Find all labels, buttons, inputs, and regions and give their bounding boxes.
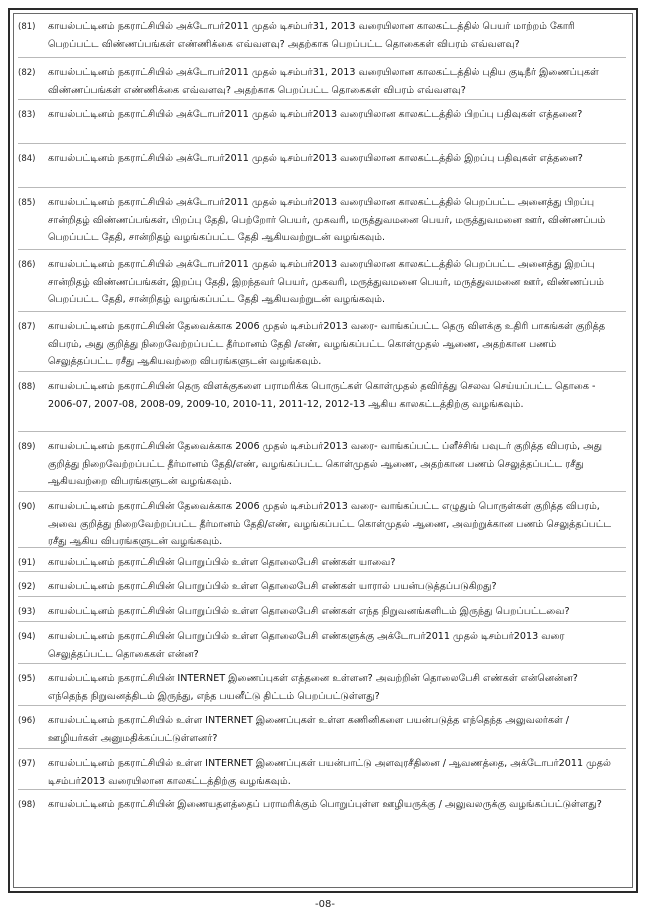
list-item xyxy=(18,572,626,597)
item-number: (82) xyxy=(18,68,36,78)
list-item xyxy=(18,144,626,188)
item-number: (94) xyxy=(18,632,36,642)
item-text: காயல்பட்டினம் நகராட்சியில் அக்டோபர்2011 முதல் டிசம்பர்31, 2013 வரையிலான காலகட்டத்தில் பெயர் மாற்றம் கோரி பெறப்பட்ட விண்ணப்பங்கள் எண்ணிக்கை எவ்வளவு? அதற்காக பெறப்பட்ட தொகைகள் விபரம் எவ்வளவு? xyxy=(48,21,575,50)
list-item xyxy=(18,12,626,58)
list-item xyxy=(18,790,626,833)
item-text: காயல்பட்டினம் நகராட்சியின் தேவைக்காக 2006 முதல் டிசம்பர்2013 வரை- வாங்கப்பட்ட தெரு விளக்கு உதிரி பாகங்கள் குறித்த விபரம், அது குறித்து நிறைவேற்றப்பட்ட தீர்மானம் தேதி /எண், வழங்கப்பட்ட கொள்முதல் ஆணை, அதற்கான பணம் செலுத்தப்பட்ட ரசீது ஆகியவற்றை விபரங்களுடன் வழங்கவும். xyxy=(48,321,606,367)
item-number: (85) xyxy=(18,198,36,208)
item-text: காயல்பட்டினம் நகராட்சியின் பொறுப்பில் உள்ள தொலைபேசி எண்களுக்கு அக்டோபர்2011 முதல் டிசம்பர்2013 வரை செலுத்தப்பட்ட தொகைகள் என்ன? xyxy=(48,631,565,660)
item-number: (88) xyxy=(18,382,36,392)
item-text: காயல்பட்டினம் நகராட்சியில் அக்டோபர்2011 முதல் டிசம்பர்2013 வரையிலான காலகட்டத்தில் இறப்பு பதிவுகள் எத்தனை? xyxy=(48,153,583,164)
list-item xyxy=(18,749,626,790)
list-item xyxy=(18,492,626,548)
list-item xyxy=(18,312,626,372)
question-list xyxy=(18,12,626,833)
list-item xyxy=(18,100,626,144)
item-text: காயல்பட்டினம் நகராட்சியின் தேவைக்காக 2006 முதல் டிசம்பர்2013 வரை- வாங்கப்பட்ட எழுதும் பொருள்கள் குறித்த விபரம், அவை குறித்து நிறைவேற்றப்பட்ட தீர்மானம் தேதி/எண், வழங்கப்பட்ட கொள்முதல் ஆணை, அவற்றுக்கான பணம் செலுத்தப்பட்ட ரசீது ஆகிய விபரங்களுடன் வழங்கவும். xyxy=(48,501,612,547)
item-text: காயல்பட்டினம் நகராட்சியில் அக்டோபர்2011 முதல் டிசம்பர்31, 2013 வரையிலான காலகட்டத்தில் புதிய குடிநீர் இணைப்புகள் விண்ணப்பங்கள் எண்ணிக்கை எவ்வளவு? அதற்காக பெறப்பட்ட தொகைகள் விபரம் எவ்வளவு? xyxy=(48,67,599,96)
item-text: காயல்பட்டினம் நகராட்சியில் உள்ள INTERNET இணைப்புகள் பயன்பாட்டு அளவுரசீதினை / ஆவணத்தை, அக்டோபர்2011 முதல் டிசம்பர்2013 வரையிலான காலகட்டத்திற்கு வழங்கவும். xyxy=(48,758,611,787)
item-text: காயல்பட்டினம் நகராட்சியின் INTERNET இணைப்புகள் எத்தனை உள்ளன? அவற்றின் தொலைபேசி எண்கள் என்னென்ன? எந்தெந்த நிறுவனத்திடம் இருந்து, எந்த பயனீட்டு திட்டம் பெறப்பட்டுள்ளது? xyxy=(48,673,578,702)
list-item xyxy=(18,664,626,706)
item-number: (89) xyxy=(18,442,36,452)
item-number: (98) xyxy=(18,800,36,810)
page-number: -08- xyxy=(315,899,335,910)
item-text: காயல்பட்டினம் நகராட்சியின் பொறுப்பில் உள்ள தொலைபேசி எண்கள் யாரால் பயன்படுத்தப்படுகிறது? xyxy=(48,581,497,592)
item-number: (92) xyxy=(18,582,36,592)
item-text: காயல்பட்டினம் நகராட்சியின் பொறுப்பில் உள்ள தொலைபேசி எண்கள் எந்த நிறுவனங்களிடம் இருந்து பெறப்பட்டவை? xyxy=(48,606,570,617)
item-number: (93) xyxy=(18,607,36,617)
item-number: (81) xyxy=(18,22,36,32)
item-number: (90) xyxy=(18,502,36,512)
item-number: (84) xyxy=(18,154,36,164)
item-text: காயல்பட்டினம் நகராட்சியின் இணையதளத்தைப் பராமரிக்கும் பொறுப்புள்ள ஊழியருக்கு / அலுவலருக்கு வழங்கப்பட்டுள்ளது? xyxy=(48,799,602,810)
item-text: காயல்பட்டினம் நகராட்சியில் உள்ள INTERNET இணைப்புகள் உள்ள கணினிகளை பயன்படுத்த எந்தெந்த அலுவலர்கள் / ஊழியர்கள் அனுமதிக்கப்பட்டுள்ளனர்? xyxy=(48,715,570,744)
item-number: (91) xyxy=(18,558,36,568)
item-number: (95) xyxy=(18,674,36,684)
item-text: காயல்பட்டினம் நகராட்சியில் அக்டோபர்2011 முதல் டிசம்பர்2013 வரையிலான காலகட்டத்தில் பிறப்பு பதிவுகள் எத்தனை? xyxy=(48,109,583,120)
item-number: (86) xyxy=(18,260,36,270)
item-text: காயல்பட்டினம் நகராட்சியில் அக்டோபர்2011 முதல் டிசம்பர்2013 வரையிலான காலகட்டத்தில் பெறப்பட்ட அனைத்து இறப்பு சான்றிதழ் விண்ணப்பங்கள், இறப்பு தேதி, இறந்தவர் பெயர், முகவரி, மருத்துவமனை பெயர், மருத்துவமனை ஊர், விண்ணப்பம் பெறப்பட்ட தேதி, சான்றிதழ் வழங்கப்பட்ட தேதி ஆகியவற்றுடன் வழங்கவும். xyxy=(48,259,604,305)
list-item xyxy=(18,432,626,492)
item-text: காயல்பட்டினம் நகராட்சியின் தெரு விளக்குகளை பராமரிக்க பொருட்கள் கொள்முதல் தவிர்த்து செலவ செய்யப்பட்ட தொகை - 2006-07, 2007-08, 2008-09, 2009-10, 2010-11, 2011-12, 2012-13 ஆகிய காலகட்டத்திற்கு வழங்கவும். xyxy=(48,381,596,410)
item-number: (83) xyxy=(18,110,36,120)
item-text: காயல்பட்டினம் நகராட்சியின் பொறுப்பில் உள்ள தொலைபேசி எண்கள் யாவை? xyxy=(48,557,396,568)
item-text: காயல்பட்டினம் நகராட்சியின் தேவைக்காக 2006 முதல் டிசம்பர்2013 வரை- வாங்கப்பட்ட ப்ளீச்சிங் பவுடர் குறித்த விபரம், அது குறித்து நிறைவேற்றப்பட்ட தீர்மானம் தேதி/எண், வழங்கப்பட்ட கொள்முதல் ஆணை, அதற்கான பணம் செலுத்தப்பட்ட ரசீது ஆகியவற்றை விபரங்களுடன் வழங்கவும். xyxy=(48,441,603,487)
item-number: (96) xyxy=(18,716,36,726)
list-item xyxy=(18,597,626,622)
list-item xyxy=(18,372,626,432)
list-item xyxy=(18,188,626,250)
list-item xyxy=(18,58,626,100)
list-item xyxy=(18,548,626,572)
list-item xyxy=(18,622,626,664)
list-item xyxy=(18,706,626,749)
list-item xyxy=(18,250,626,312)
item-number: (87) xyxy=(18,322,36,332)
item-text: காயல்பட்டினம் நகராட்சியில் அக்டோபர்2011 முதல் டிசம்பர்2013 வரையிலான காலகட்டத்தில் பெறப்பட்ட அனைத்து பிறப்பு சான்றிதழ் விண்ணப்பங்கள், பிறப்பு தேதி, பெற்றோர் பெயர், முகவரி, மருத்துவமனை பெயர், மருத்துவமனை ஊர், விண்ணப்பம் பெறப்பட்ட தேதி, சான்றிதழ் வழங்கப்பட்ட தேதி ஆகியவற்றுடன் வழங்கவும். xyxy=(48,197,606,243)
item-number: (97) xyxy=(18,759,36,769)
